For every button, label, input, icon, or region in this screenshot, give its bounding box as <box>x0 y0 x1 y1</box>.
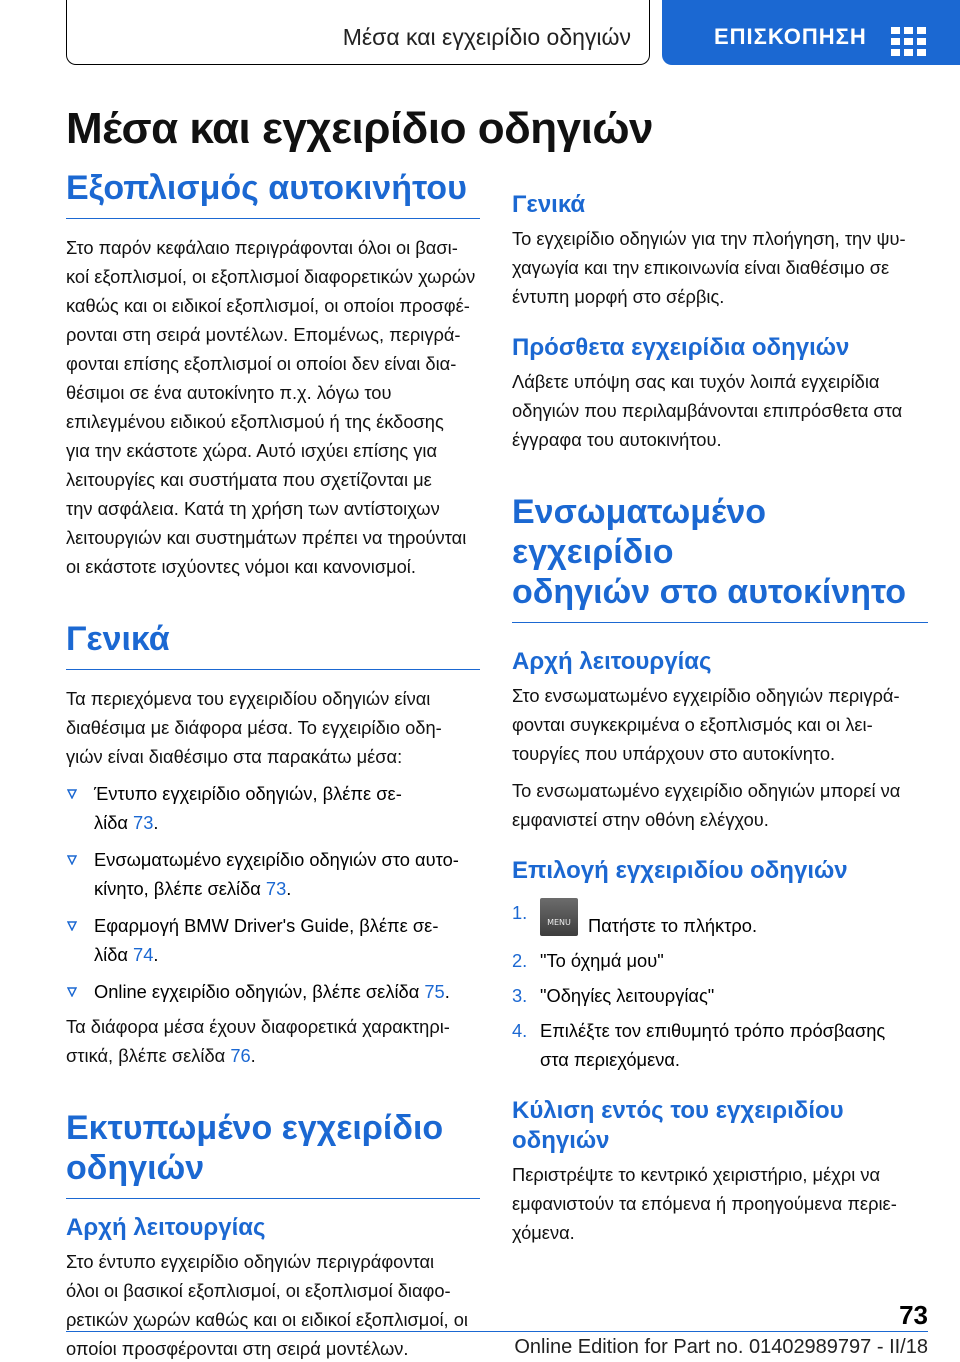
tab-overview[interactable] <box>662 0 960 65</box>
list-item: Ενσωματωμένο εγχειρίδιο οδηγιών στο αυτο- κίνητο, βλέπε σελίδα 73. <box>66 845 480 903</box>
page-link[interactable]: 73 <box>133 812 154 833</box>
section-title-integrated-manual: Ενσωματωμένο εγχειρίδιο οδηγιών στο αυτοκίνητο <box>512 492 928 623</box>
tab-overview-label: ΕΠΙΣΚΟΠΗΣΗ <box>714 24 867 49</box>
general-nav-text: Το εγχειρίδιο οδηγιών για την πλοήγηση, την ψυ- χαγωγία και την επικοινωνία είναι διαθέσιμο σε έντυπη μορφή στο σέρβις. <box>512 228 906 307</box>
triangle-bullet-icon <box>67 789 77 799</box>
subsection-title-select: Επιλογή εγχειριδίου οδηγιών <box>512 857 848 884</box>
section-title-printed-manual: Εκτυπωμένο εγχειρίδιο οδηγιών <box>66 1108 480 1199</box>
left-column <box>66 168 480 1362</box>
list-item: Έντυπο εγχειρίδιο οδηγιών, βλέπε σε- λίδα 73. <box>66 779 480 837</box>
breadcrumb[interactable]: Μέσα και εγχειρίδιο οδηγιών <box>342 24 631 50</box>
page-link[interactable]: 74 <box>133 944 154 965</box>
subsection-title-additional: Πρόσθετα εγχειρίδια οδηγιών <box>512 334 850 361</box>
list-item: 4. Επιλέξτε τον επιθυμητό τρόπο πρόσβασης στα περιεχόμενα. <box>512 1020 886 1070</box>
list-item: 2. "Το όχημά μου" <box>512 950 664 971</box>
list-item: Εφαρμογή BMW Driver's Guide, βλέπε σε- λίδα 74. <box>66 911 480 969</box>
integrated-text-2: Το ενσωματωμένο εγχειρίδιο οδηγιών μπορεί να εμφανιστεί στην οθόνη ελέγχου. <box>512 780 901 830</box>
subsection-title-scroll: Κύλιση εντός του εγχειριδίου οδηγιών <box>512 1097 844 1154</box>
general-after-text: Τα διάφορα μέσα έχουν διαφορετικά χαρακτηρι- στικά, βλέπε σελίδα 76. <box>66 1016 450 1066</box>
general-text: Τα περιεχόμενα του εγχειριδίου οδηγιών είναι διαθέσιμα με διάφορα μέσα. Το εγχειρίδιο οδη- γιών είναι διαθέσιμο στα παρακάτω μέσα: <box>66 688 442 767</box>
additional-text: Λάβετε υπόψη σας και τυχόν λοιπά εγχειρίδια οδηγιών που περιλαμβάνονται επιπρόσθετα στα έγγραφα του αυτοκινήτου. <box>512 371 903 450</box>
printed-manual-text: Στο έντυπο εγχειρίδιο οδηγιών περιγράφονται όλοι οι βασικοί εξοπλισμοί, οι εξοπλισμοί διαφο- ρετικών χωρών καθώς και οι ειδικοί εξοπλισμοί, οι οποίοι προσφέρονται στη σειρά μοντέλων. <box>66 1251 468 1359</box>
footer-edition: Online Edition for Part no. 01402989797 - II/18 <box>514 1336 928 1358</box>
page-number: 73 <box>899 1300 928 1330</box>
subsection-title-principle-integrated: Αρχή λειτουργίας <box>512 648 712 675</box>
triangle-bullet-icon <box>67 921 77 931</box>
triangle-bullet-icon <box>67 987 77 997</box>
header-breadcrumb-box <box>66 0 650 65</box>
menu-button-icon: MENU <box>540 898 578 936</box>
page-link[interactable]: 75 <box>424 981 445 1002</box>
equipment-text: Στο παρόν κεφάλαιο περιγράφονται όλοι οι βασι- κοί εξοπλισμοί, οι εξοπλισμοί διαφορετικών χωρών καθώς και οι ειδικοί εξοπλισμοί, οι οποίοι προσφέ- ρονται στη σειρά μοντέλων. Επομένως, περιγρά- φονται επίσης εξοπλισμοί οι οποίοι δεν είναι δια- θέσιμοι σε ένα αυτοκίνητο π.χ. λόγω του επιλεγμένου ειδικού εξοπλισμού ή της έκδοσης για την εκάστοτε χώρα. Αυτό ισχύει επίσης για λειτουργίες και συστήματα που σχετίζονται με την ασφάλεια. Κατά τη χρήση των αντίστοιχων λειτουργιών και συστημάτων πρέπει να τηρούνται οι εκάστοτε ισχύοντες νόμοι και κανονισμοί. <box>66 237 476 577</box>
footer-divider <box>66 1331 928 1332</box>
section-title-general: Γενικά <box>66 619 480 670</box>
list-item: 3. "Οδηγίες λειτουργίας" <box>512 985 715 1006</box>
subsection-title-principle: Αρχή λειτουργίας <box>66 1214 266 1241</box>
integrated-text: Στο ενσωματωμένο εγχειρίδιο οδηγιών περιγρά- φονται συγκεκριμένα ο εξοπλισμός και οι λει- τουργίες που υπάρχουν στο αυτοκίνητο. <box>512 685 900 764</box>
right-column <box>512 190 928 1247</box>
page-link[interactable]: 73 <box>265 878 287 899</box>
page-link[interactable]: 76 <box>230 1045 251 1066</box>
scroll-text: Περιστρέψτε το κεντρικό χειριστήριο, μέχρι να εμφανιστούν τα επόμενα ή προηγούμενα περιε- χόμενα. <box>512 1164 897 1243</box>
list-item: 1. MENU Πατήστε το πλήκτρο. <box>512 898 928 940</box>
grid-icon <box>891 27 927 57</box>
triangle-bullet-icon <box>67 855 77 865</box>
section-title-equipment: Εξοπλισμός αυτοκινήτου <box>66 168 480 219</box>
subsection-title-general: Γενικά <box>512 191 586 218</box>
page-title: Μέσα και εγχειρίδιο οδηγιών <box>66 104 653 153</box>
list-item: Online εγχειρίδιο οδηγιών, βλέπε σελίδα 75. <box>66 977 480 1006</box>
